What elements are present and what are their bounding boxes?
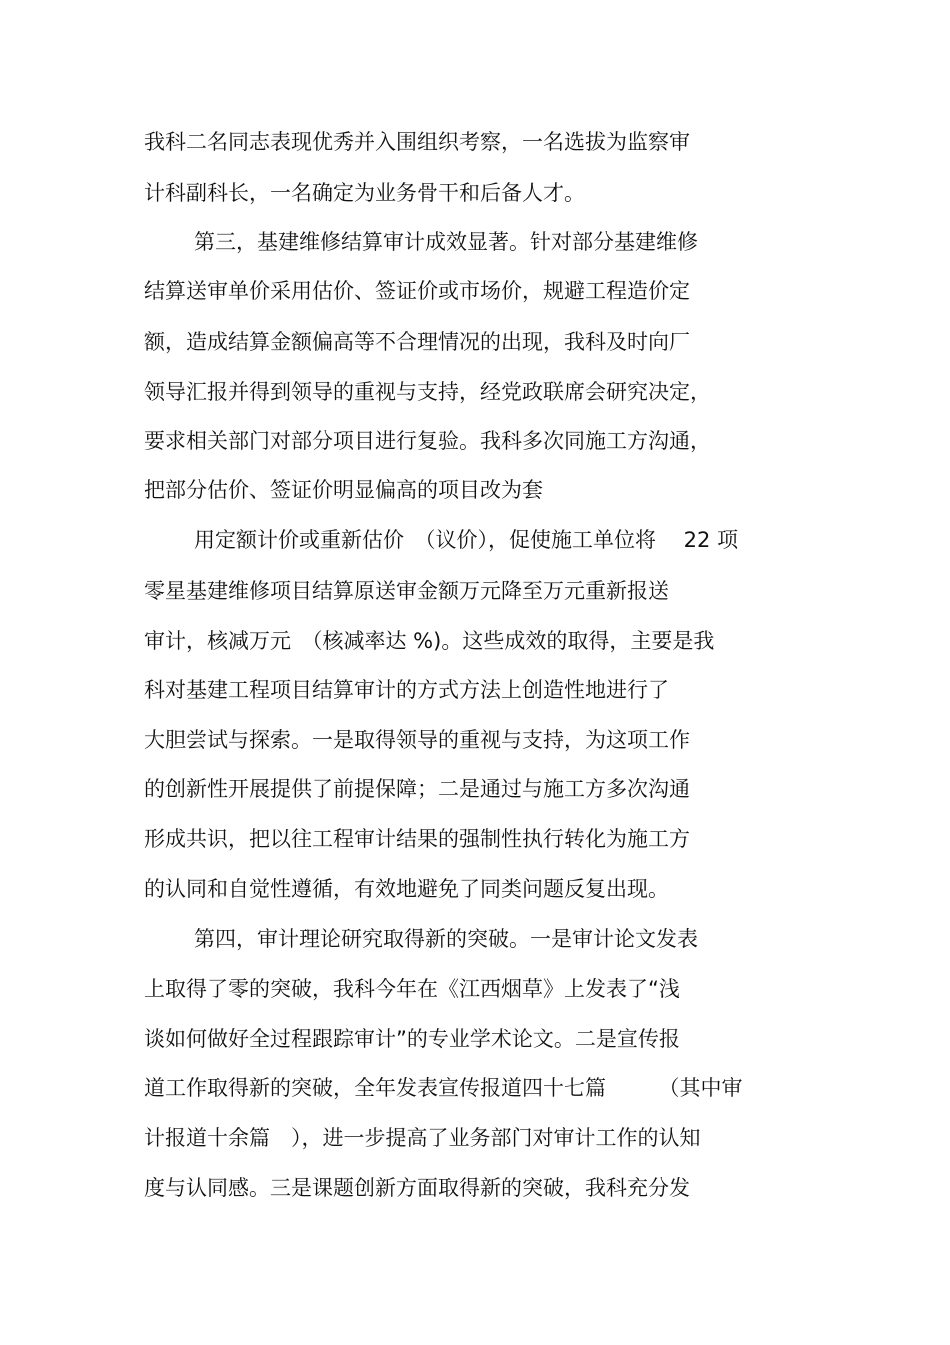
text-line: 零星基建维修项目结算原送审金额万元降至万元重新报送 [144, 579, 669, 603]
text-line: 额，造成结算金额偏高等不合理情况的出现，我科及时向厂 [144, 330, 690, 354]
text-line: 领导汇报并得到领导的重视与支持，经党政联席会研究决定， [144, 380, 711, 404]
text-line: 谈如何做好全过程跟踪审计”的专业学术论文。二是宣传报 [144, 1027, 680, 1051]
text-line: 道工作取得新的突破，全年发表宣传报道四十七篇 （其中审 [144, 1076, 743, 1100]
text-line: 计科副科长，一名确定为业务骨干和后备人才。 [144, 181, 585, 205]
text-line: 的认同和自觉性遵循，有效地避免了同类问题反复出现。 [144, 877, 669, 901]
text-line: 上取得了零的突破，我科今年在《江西烟草》上发表了“浅 [144, 977, 680, 1001]
paragraph-start-line: 用定额计价或重新估价 （议价），促使施工单位将 22 项 [194, 528, 739, 552]
text-line: 度与认同感。三是课题创新方面取得新的突破，我科充分发 [144, 1176, 690, 1200]
text-line: 的创新性开展提供了前提保障；二是通过与施工方多次沟通 [144, 777, 690, 801]
text-line: 把部分估价、签证价明显偏高的项目改为套 [144, 478, 543, 502]
text-line: 科对基建工程项目结算审计的方式方法上创造性地进行了 [144, 678, 669, 702]
paragraph-start-line: 第四，审计理论研究取得新的突破。一是审计论文发表 [194, 927, 698, 951]
text-line: 形成共识，把以往工程审计结果的强制性执行转化为施工方 [144, 827, 690, 851]
text-line: 结算送审单价采用估价、签证价或市场价，规避工程造价定 [144, 279, 690, 303]
text-line: 我科二名同志表现优秀并入围组织考察，一名选拔为监察审 [144, 130, 690, 154]
text-line: 大胆尝试与探索。一是取得领导的重视与支持，为这项工作 [144, 728, 690, 752]
text-line: 审计，核减万元 （核减率达 %)。这些成效的取得，主要是我 [144, 629, 715, 653]
text-line: 计报道十余篇 ），进一步提高了业务部门对审计工作的认知 [144, 1126, 701, 1150]
paragraph-start-line: 第三，基建维修结算审计成效显著。针对部分基建维修 [194, 230, 698, 254]
text-line: 要求相关部门对部分项目进行复验。我科多次同施工方沟通， [144, 429, 711, 453]
